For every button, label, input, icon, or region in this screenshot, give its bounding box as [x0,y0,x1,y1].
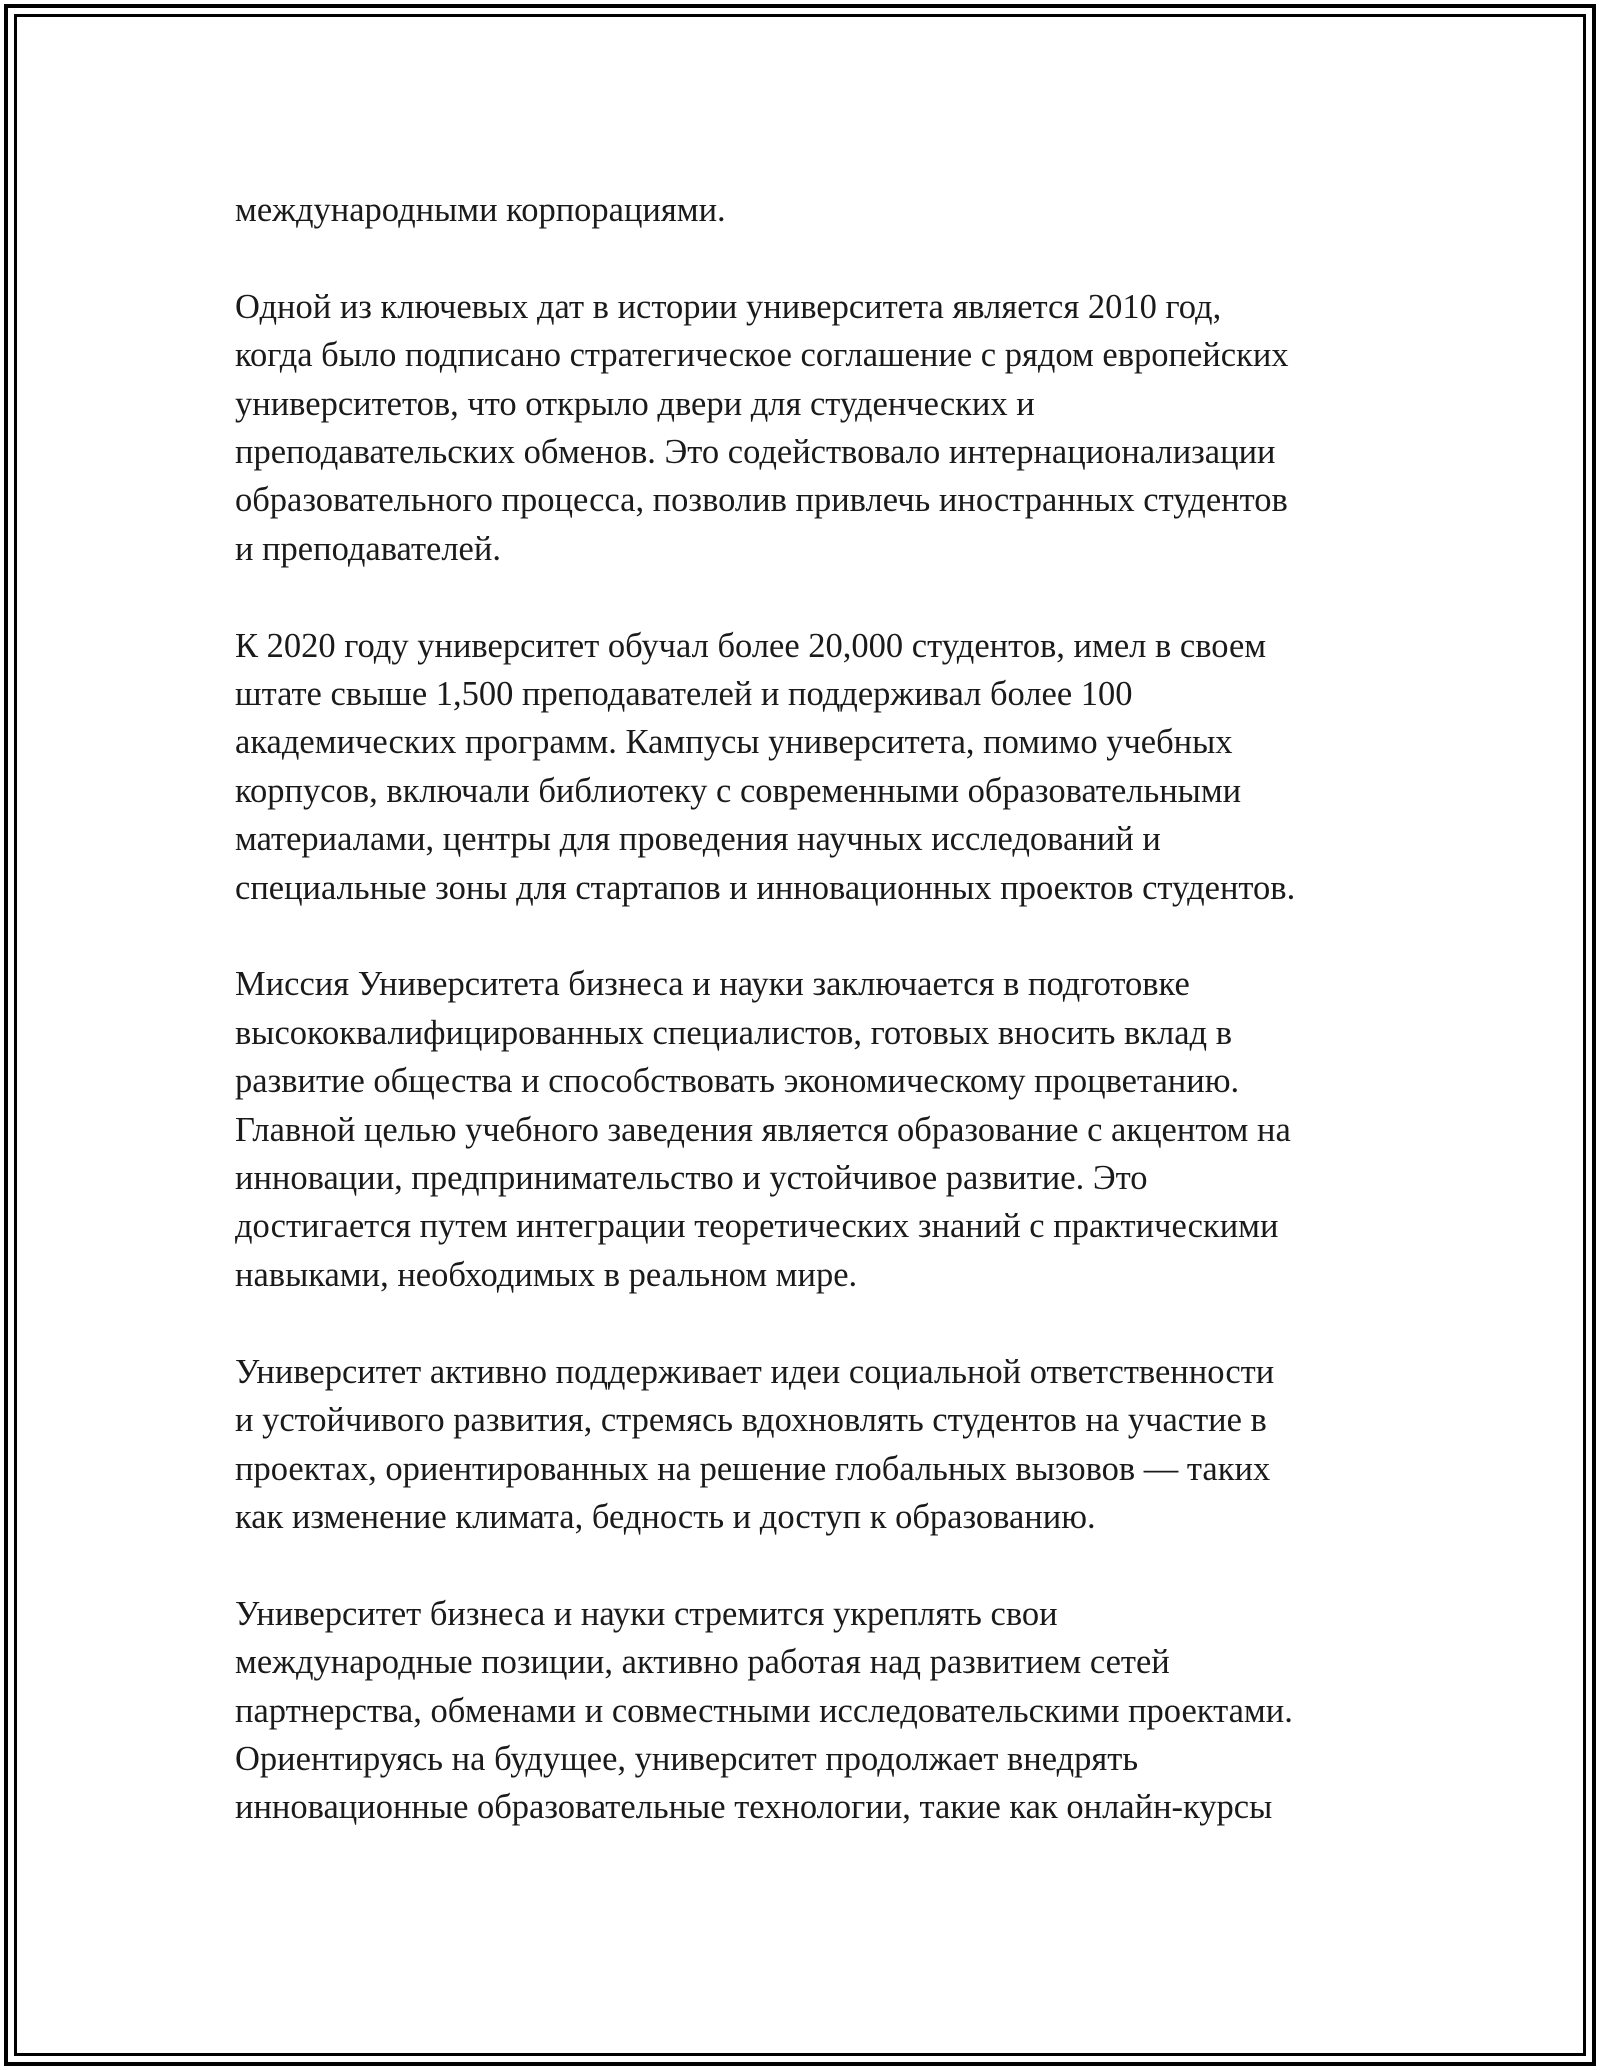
text-line: высококвалифицированных специалистов, готовых вносить вклад в [235,1013,1233,1052]
text-line: проектах, ориентированных на решение глобальных вызовов — таких [235,1449,1271,1488]
text-line: корпусов, включали библиотеку с современными образовательными [235,771,1242,810]
text-line: Ориентируясь на будущее, университет продолжает внедрять [235,1739,1139,1778]
paragraph-4 [235,960,1405,1299]
text-line: специальные зоны для стартапов и инновационных проектов студентов. [235,868,1296,907]
text-line: и устойчивого развития, стремясь вдохновлять студентов на участие в [235,1401,1267,1440]
text-line: Одной из ключевых дат в истории университета является 2010 год, [235,287,1222,326]
text-line: университетов, что открыло двери для студенческих и [235,384,1035,423]
text-line: и преподавателей. [235,529,501,568]
text-line: партнерства, обменами и совместными исследовательскими проектами. [235,1691,1293,1730]
text-line: навыками, необходимых в реальном мире. [235,1255,858,1294]
paragraph-2 [235,283,1405,573]
text-line: международными корпорациями. [235,191,726,229]
text-line: как изменение климата, бедность и доступ к образованию. [235,1497,1096,1536]
document-body [235,186,1405,1880]
text-line: К 2020 году университет обучал более 20,000 студентов, имел в своем [235,626,1267,665]
text-line: Миссия Университета бизнеса и науки заключается в подготовке [235,965,1190,1004]
text-line: Университет бизнеса и науки стремится укреплять свои [235,1594,1058,1633]
text-line: преподавательских обменов. Это содействовало интернационализации [235,433,1276,472]
paragraph-1 [235,186,1405,234]
paragraph-5 [235,1348,1405,1542]
text-line: материалами, центры для проведения научных исследований и [235,820,1161,859]
text-line: инновационные образовательные технологии, такие как онлайн-курсы [235,1788,1273,1827]
text-line: образовательного процесса, позволив привлечь иностранных студентов [235,481,1288,520]
paragraph-3 [235,622,1405,912]
text-line: Университет активно поддерживает идеи социальной ответственности [235,1352,1275,1391]
text-line: международные позиции, активно работая над развитием сетей [235,1643,1170,1682]
text-line: инновации, предпринимательство и устойчивое развитие. Это [235,1159,1148,1198]
text-line: когда было подписано стратегическое соглашение с рядом европейских [235,336,1289,375]
text-line: достигается путем интеграции теоретических знаний с практическими [235,1207,1279,1246]
text-line: развитие общества и способствовать экономическому процветанию. [235,1062,1240,1101]
text-line: академических программ. Кампусы университета, помимо учебных [235,723,1233,762]
text-line: штате свыше 1,500 преподавателей и поддерживал более 100 [235,675,1133,714]
paragraph-6 [235,1590,1405,1832]
text-line: Главной целью учебного заведения является образование с акцентом на [235,1110,1291,1149]
